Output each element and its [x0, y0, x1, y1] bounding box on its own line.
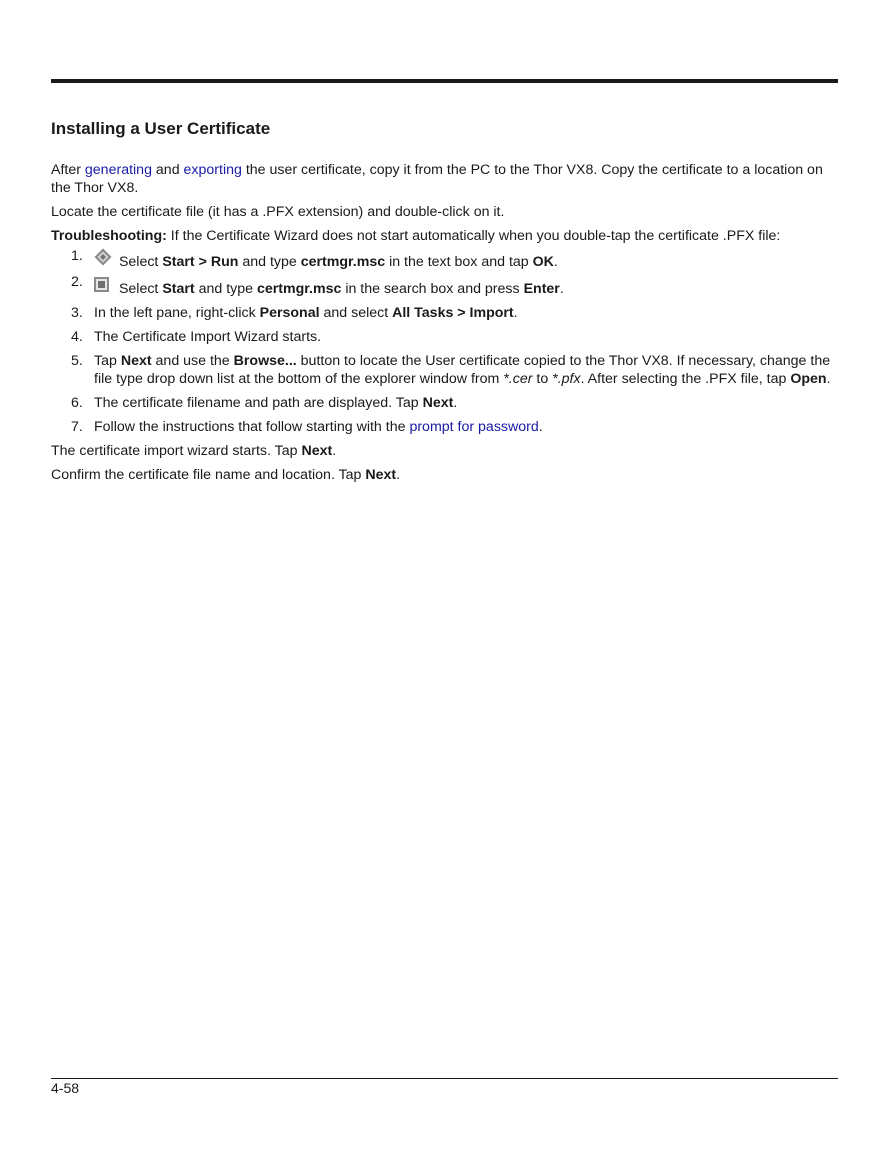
page-title: Installing a User Certificate	[51, 119, 271, 138]
troubleshooting-label: Troubleshooting:	[51, 228, 167, 244]
exporting-link[interactable]: exporting	[183, 162, 242, 178]
list-item: 6. The certificate filename and path are displayed. Tap Next.	[71, 395, 458, 411]
windows-7-start-icon	[94, 277, 109, 292]
list-item: 4. The Certificate Import Wizard starts.	[71, 329, 322, 345]
footer-rule	[51, 1078, 838, 1079]
page-number: 4-58	[51, 1080, 80, 1096]
list-item: 2. Select Start and type certmgr.msc in the search box and press Enter.	[71, 274, 564, 297]
list-item: 1. Select Start > Run and type certmgr.msc in the text box and tap OK.	[71, 248, 558, 270]
header-rule	[51, 79, 838, 83]
prompt-for-password-link[interactable]: prompt for password	[409, 419, 539, 435]
document-body	[51, 118, 841, 490]
intro-paragraph: After generating and exporting the user certificate, copy it from the PC to the Thor VX8. Copy the certificate to a location on the Thor VX8.	[51, 162, 823, 196]
troubleshooting-paragraph: Troubleshooting: If the Certificate Wizard does not start automatically when you double-tap the certificate .PFX file:	[51, 228, 781, 244]
generating-link[interactable]: generating	[84, 162, 152, 178]
confirm-paragraph: Confirm the certificate file name and location. Tap Next.	[51, 467, 401, 483]
windows-xp-start-icon	[95, 249, 112, 266]
list-item: 3. In the left pane, right-click Personal and select All Tasks > Import.	[71, 305, 518, 321]
list-item: 7. Follow the instructions that follow starting with the prompt for password.	[71, 419, 543, 435]
wizard-starts-paragraph: The certificate import wizard starts. Tap Next.	[51, 443, 337, 459]
list-item: 5. Tap Next and use the Browse... button to locate the User certificate copied to the Thor VX8. If necessary, change the file type drop down list at the bottom of the explorer window from *.cer to *.pfx. After selecting the .PFX file, tap Open.	[71, 353, 831, 387]
locate-paragraph: Locate the certificate file (it has a .PFX extension) and double-click on it.	[51, 204, 505, 220]
steps-list	[51, 248, 841, 436]
